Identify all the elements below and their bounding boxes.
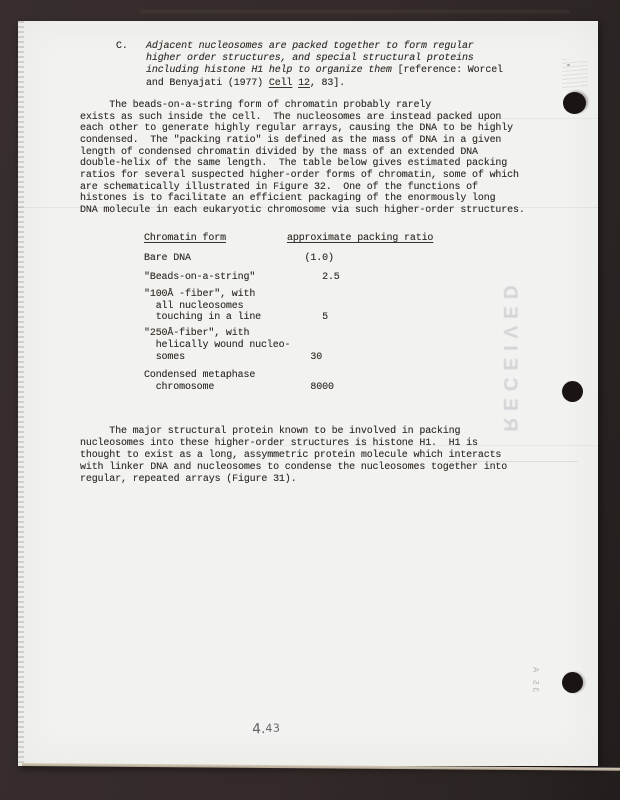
punch-hole-top <box>563 92 586 114</box>
section-c-label: C. <box>116 41 128 52</box>
body-line: with linker DNA and nucleosomes to condense the nucleosomes together into <box>80 462 508 473</box>
reference-text: , 83]. <box>309 77 345 89</box>
body-line: histones is to facilitate an efficient packaging of the enormously long <box>80 193 496 205</box>
ghost-film-note: 35 A <box>531 664 540 693</box>
smudge-mark <box>562 59 588 89</box>
chromatin-form-cell: touching in a line <box>144 312 262 324</box>
page-number <box>252 718 281 738</box>
chromatin-form-cell: Bare DNA <box>144 253 191 264</box>
column-header-packing-ratio: approximate packing ratio <box>287 233 434 244</box>
section-c-text <box>146 41 503 90</box>
body-line: DNA molecule in each eukaryotic chromosome via such higher-order structures. <box>80 204 525 216</box>
table-row <box>144 352 433 364</box>
reference-text: and Benyajati (1977) <box>146 77 269 89</box>
table-row <box>144 340 433 352</box>
ink-speck <box>567 64 570 66</box>
body-line: The major structural protein known to be involved in packing <box>80 426 461 437</box>
document-page <box>18 21 598 766</box>
table-row <box>144 272 433 284</box>
body-line: ratios for several suspected higher-order forms of chromatin, some of which <box>80 169 519 181</box>
chromatin-form-cell: "Beads-on-a-string" <box>144 272 256 283</box>
body-line: length of condensed chromatin divided by the mass of an extended DNA <box>80 146 478 158</box>
body-line: thought to exist as a long, assymmetric protein molecule which interacts <box>80 450 502 461</box>
chromatin-form-cell: Condensed metaphase <box>144 369 256 381</box>
packing-ratio-cell: 2.5 <box>287 272 340 283</box>
journal-volume: 12 <box>298 77 310 89</box>
body-line: nucleosomes into these higher-order structures is histone H1. H1 is <box>80 438 478 449</box>
ghost-stamp-bleedthrough: RECEIVED <box>499 278 520 432</box>
table-row <box>144 382 433 394</box>
body-line: double-helix of the same length. The table below gives estimated packing <box>80 158 508 170</box>
chromatin-form-cell: "100Å -fiber", with <box>144 289 256 300</box>
body-line: regular, repeated arrays (Figure 31). <box>80 474 297 485</box>
chromatin-form-cell: helically wound nucleo- <box>144 340 291 352</box>
body-line: The beads-on-a-string form of chromatin probably rarely <box>80 100 432 111</box>
table-row <box>144 301 433 313</box>
page-number-major: 4. <box>251 721 266 738</box>
journal-name: Cell <box>268 77 293 89</box>
paragraph-packing-ratio <box>80 100 525 217</box>
table-row <box>144 328 433 340</box>
chromatin-form-cell: "250Å-fiber", with <box>144 328 250 340</box>
chromatin-form-cell: chromosome <box>144 381 215 393</box>
body-line: exists as such inside the cell. The nucleosomes are instead packed upon <box>80 111 502 123</box>
packing-ratio-cell: 30 <box>287 351 323 363</box>
background-streak <box>140 10 570 13</box>
paragraph-histone-h1 <box>80 426 507 486</box>
chromatin-form-cell: all nucleosomes <box>144 300 244 312</box>
chromatin-form-cell: somes <box>144 351 185 363</box>
page-number-minor: 43 <box>265 721 281 736</box>
table-row <box>144 370 433 382</box>
body-line: condensed. The "packing ratio" is defined as the mass of DNA in a given <box>80 134 502 146</box>
section-c-line: higher order structures, and special structural proteins <box>146 53 474 65</box>
section-c <box>116 41 503 90</box>
packing-ratio-cell: (1.0) <box>287 253 334 264</box>
table-row <box>144 289 433 301</box>
punch-hole-middle <box>562 381 583 402</box>
page-edge-texture <box>18 21 24 766</box>
body-line: each other to generate highly regular arrays, causing the DNA to be highly <box>80 123 513 135</box>
packing-ratio-table <box>144 233 433 393</box>
section-c-line <box>146 78 503 90</box>
table-header-row <box>144 233 433 245</box>
column-header-chromatin-form: Chromatin form <box>144 233 226 244</box>
body-line: are schematically illustrated in Figure 32. One of the functions of <box>80 181 478 193</box>
packing-ratio-cell: 8000 <box>287 381 334 393</box>
reference-text: [reference: Worcel <box>397 65 503 77</box>
section-c-italic-text: including histone H1 help to organize them <box>146 65 398 77</box>
table-row <box>144 253 433 265</box>
punch-hole-bottom <box>562 672 583 693</box>
section-c-line <box>146 65 503 77</box>
section-c-line: Adjacent nucleosomes are packed together to form regular <box>146 41 474 52</box>
table-row <box>144 312 433 324</box>
packing-ratio-cell: 5 <box>287 312 328 324</box>
